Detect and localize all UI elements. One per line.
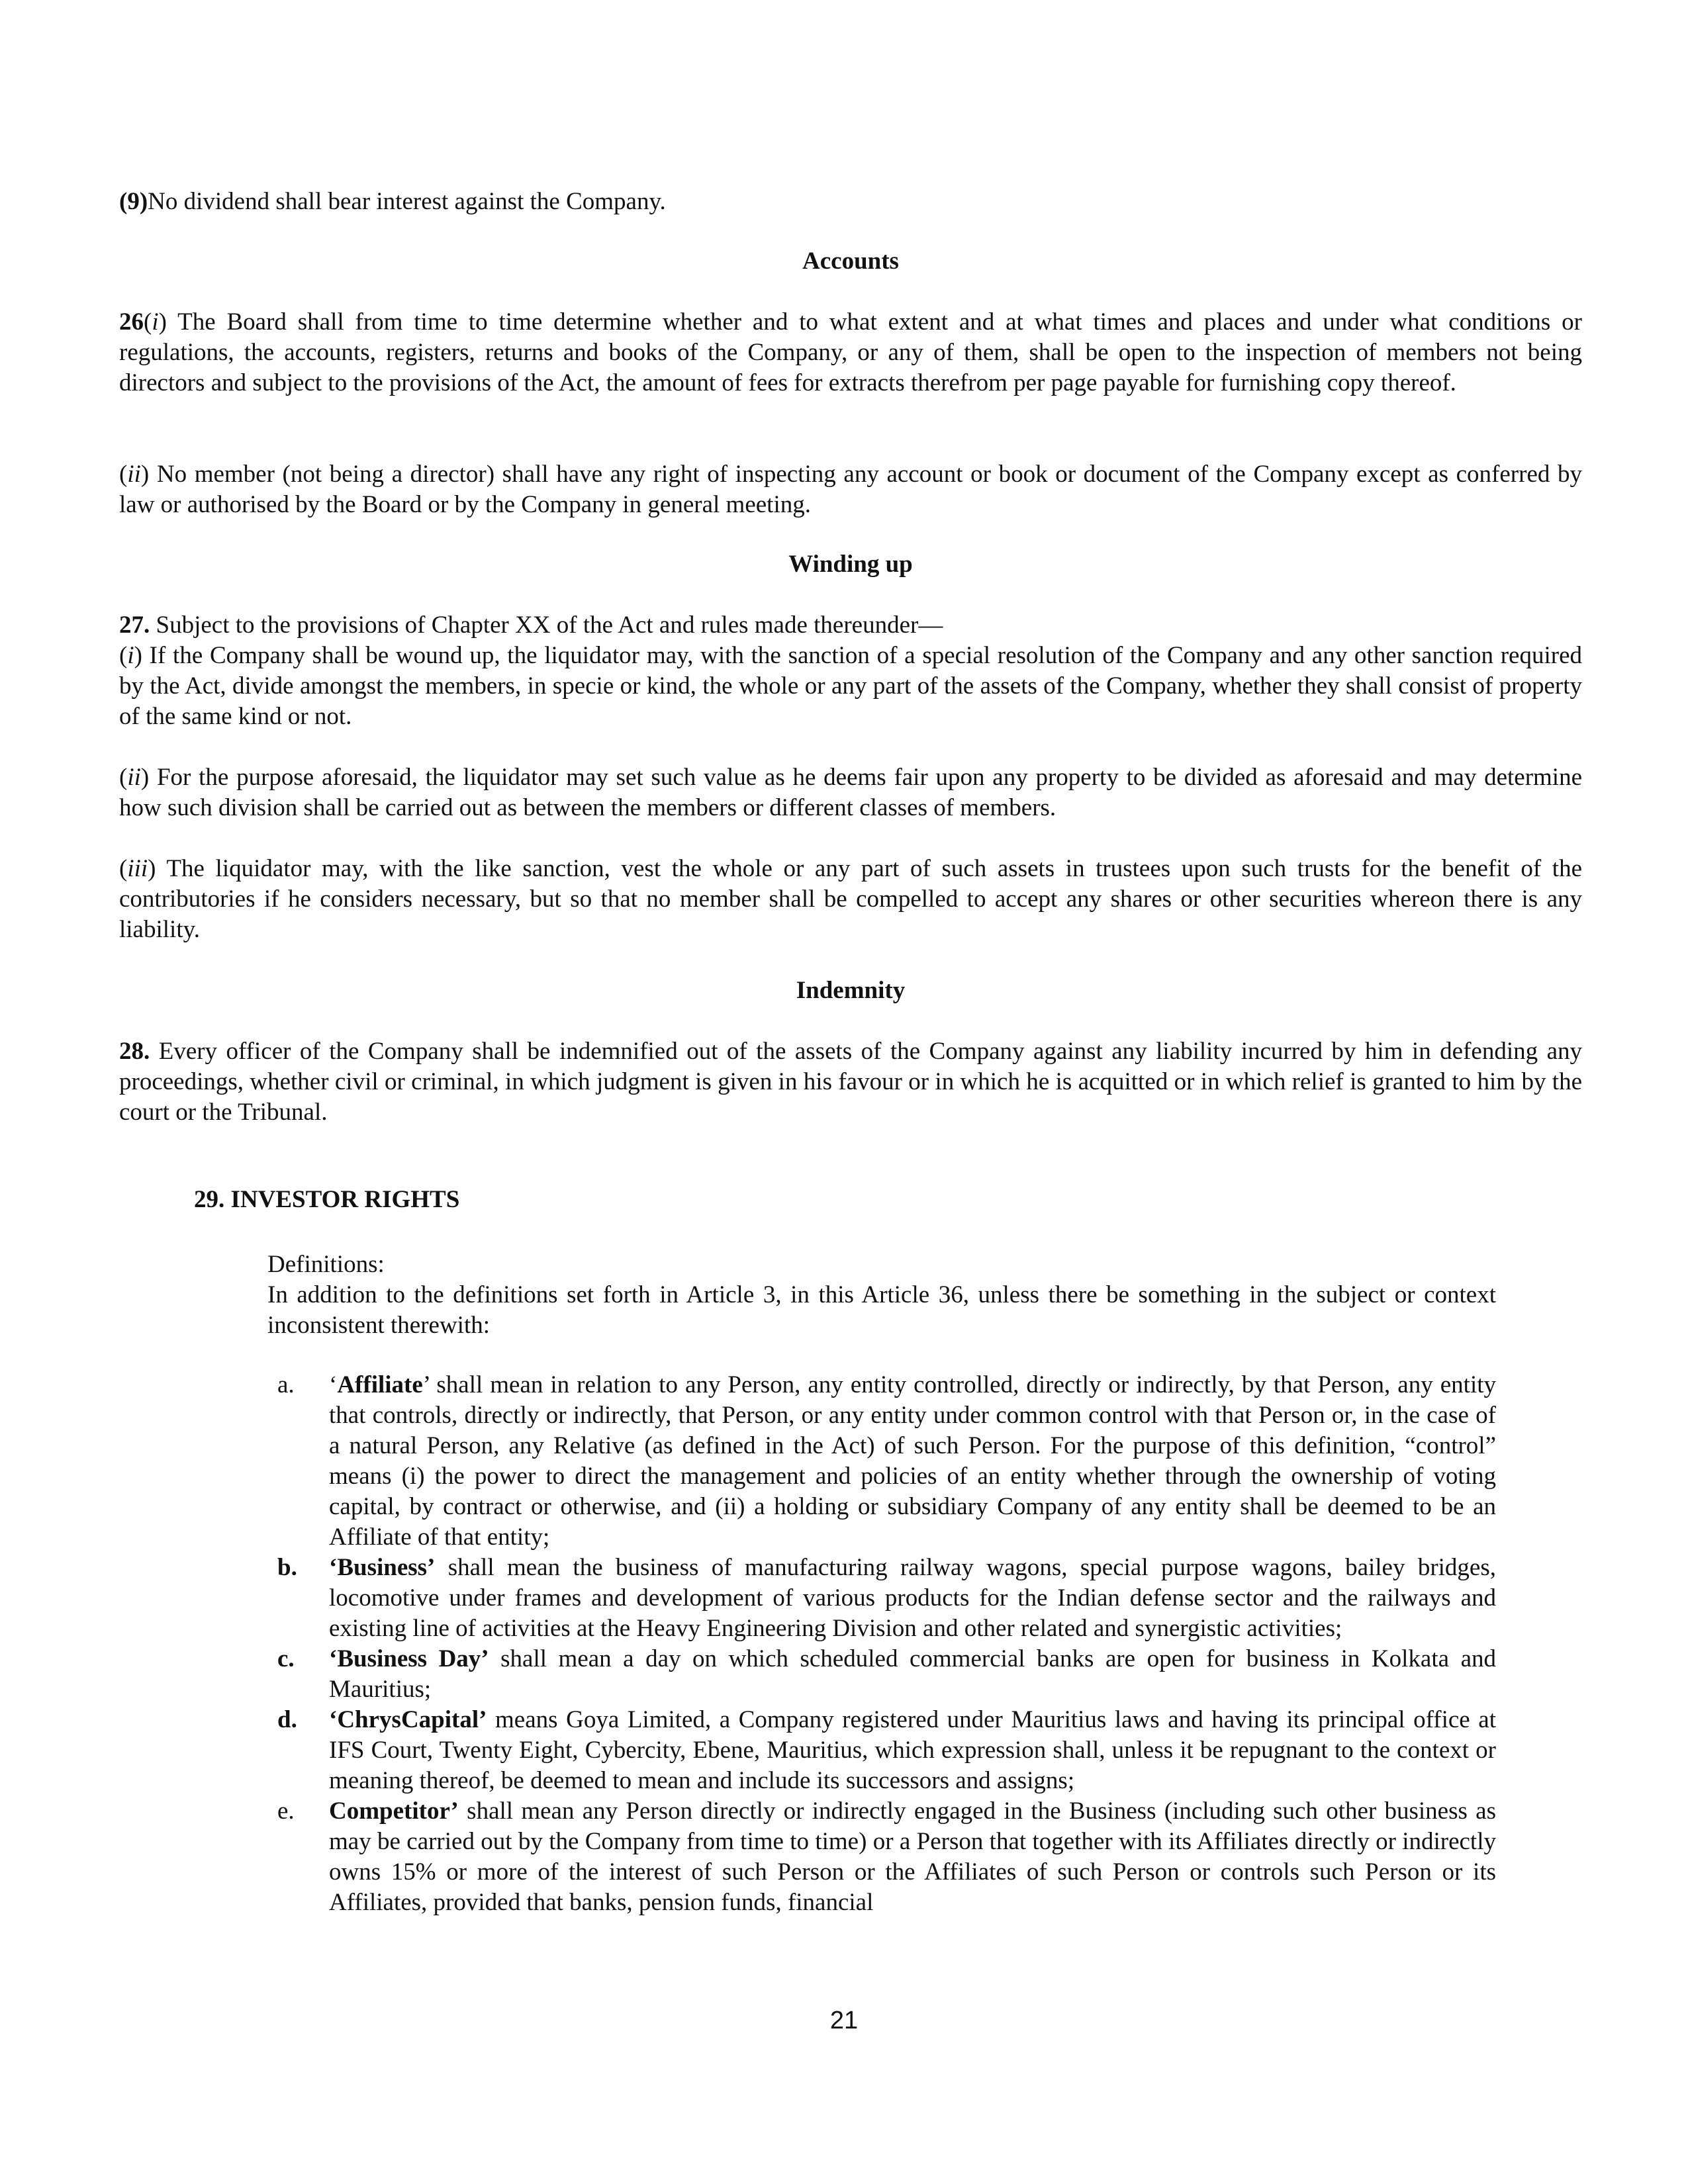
definition-item-business-day xyxy=(277,1644,1496,1705)
definition-term: Competitor’ xyxy=(329,1797,459,1825)
definition-item-competitor xyxy=(277,1796,1496,1918)
definition-term: ‘Business’ xyxy=(329,1554,436,1581)
definition-text: shall mean a day on which scheduled commercial banks are open for business in Kolkata and Mauritius; xyxy=(329,1645,1496,1703)
paragraph-intro: Subject to the provisions of Chapter XX of the Act and rules made thereunder— xyxy=(150,612,943,639)
paragraph-number: 28. xyxy=(119,1038,150,1065)
paragraph-text: The Board shall from time to time determine whether and to what extent and at what times and places and under what conditions or regulations, the accounts, registers, returns and books of the Company, or any of them, shall be open to the inspection of members not being directors and subject to the provisions of the Act, the amount of fees for extracts therefrom per page payable for furnishing copy thereof. xyxy=(119,308,1582,396)
definition-letter: a. xyxy=(277,1371,295,1398)
paragraph-text: For the purpose aforesaid, the liquidator may set such value as he deems fair upon any property to be divided as aforesaid and may determine how such division shall be carried out as between the members or different classes of members. xyxy=(119,764,1582,821)
quote-open: ‘ xyxy=(329,1371,338,1398)
definition-item-chryscapital xyxy=(277,1705,1496,1796)
definition-term: ‘Business Day’ xyxy=(329,1645,489,1672)
heading-accounts: Accounts xyxy=(802,248,899,275)
definition-term: ‘ChrysCapital’ xyxy=(329,1706,487,1733)
heading-indemnity: Indemnity xyxy=(796,977,906,1004)
paragraph-text: Every officer of the Company shall be indemnified out of the assets of the Company against any liability incurred by him in defending any proceedings, whether civil or criminal, in which judgment is given in his favour or in which he is acquitted or in which relief is granted to him by the court or the Tribunal. xyxy=(119,1038,1582,1126)
definitions-list xyxy=(277,1370,1496,1918)
definition-item-affiliate xyxy=(277,1370,1496,1553)
clause-label: i xyxy=(127,642,134,669)
paragraph-27-ii: (ii) For the purpose aforesaid, the liquidator may set such value as he deems fair upon any property to be divided as aforesaid and may determine how such division shall be carried out as between the members or different classes of members. xyxy=(119,764,1582,821)
page-number: 21 xyxy=(829,2007,859,2034)
definition-term: Affiliate xyxy=(337,1371,423,1398)
section-29-title: 29. INVESTOR RIGHTS xyxy=(194,1186,460,1213)
definition-letter: b. xyxy=(277,1554,297,1581)
clause-label: ii xyxy=(127,461,141,488)
paragraph-27 xyxy=(119,610,1582,641)
paragraph-26-ii: (ii) No member (not being a director) shall have any right of inspecting any account or book or document of the Company except as conferred by law or authorised by the Board or by the Company in general meeting. xyxy=(119,461,1582,518)
heading-winding-up: Winding up xyxy=(788,551,913,578)
definition-text: means Goya Limited, a Company registered under Mauritius laws and having its principal office at IFS Court, Twenty Eight, Cybercity, Ebene, Mauritius, which expression shall, unless it be repugnant to the context or meaning thereof, be deemed to mean and include its successors and assigns; xyxy=(329,1706,1496,1794)
paragraph-text: The liquidator may, with the like sanction, vest the whole or any part of such assets in trustees upon such trusts for the benefit of the contributories if he considers necessary, but so that no member shall be compelled to accept any shares or other securities whereon there is any liability. xyxy=(119,855,1582,943)
definition-letter: e. xyxy=(277,1797,295,1825)
paragraph-text: If the Company shall be wound up, the liquidator may, with the sanction of a special resolution of the Company and any other sanction required by the Act, divide amongst the members, in specie or kind, the whole or any part of the assets of the Company, whether they shall consist of property of the same kind or not. xyxy=(119,642,1582,730)
quote-close: ’ xyxy=(422,1371,430,1398)
paragraph-number: 27. xyxy=(119,612,150,639)
paragraph-27-i: (i) If the Company shall be wound up, the liquidator may, with the sanction of a special resolution of the Company and any other sanction required by the Act, divide amongst the members, in specie or kind, the whole or any part of the assets of the Company, whether they shall consist of property of the same kind or not. xyxy=(119,642,1582,730)
clause-label: i xyxy=(152,308,159,336)
clause-label: iii xyxy=(127,855,148,882)
definition-item-business xyxy=(277,1553,1496,1644)
paragraph-27-iii: (iii) The liquidator may, with the like sanction, vest the whole or any part of such assets in trustees upon such trusts for the benefit of the contributories if he considers necessary, but so that no member shall be compelled to accept any shares or other securities whereon there is any liability. xyxy=(119,855,1582,943)
definition-letter: c. xyxy=(277,1645,295,1672)
definitions-intro: In addition to the definitions set forth in Article 3, in this Article 36, unless there be something in the subject or context inconsistent therewith: xyxy=(267,1281,1496,1339)
definitions-label: Definitions: xyxy=(267,1251,385,1278)
definition-letter: d. xyxy=(277,1706,297,1733)
paragraph-28 xyxy=(119,1036,1582,1128)
clause-label: ii xyxy=(127,764,141,791)
paragraph-text: No dividend shall bear interest against the Company. xyxy=(148,188,666,215)
definition-text: shall mean in relation to any Person, any entity controlled, directly or indirectly, by that Person, any entity that controls, directly or indirectly, that Person, or any entity under common control with that Person or, in the case of a natural Person, any Relative (as defined in the Act) of such Person. For the purpose of this definition, “control” means (i) the power to direct the management and policies of an entity whether through the ownership of voting capital, by contract or otherwise, and (ii) a holding or subsidiary Company of any entity shall be deemed to be an Affiliate of that entity; xyxy=(329,1371,1496,1551)
definition-text: shall mean any Person directly or indirectly engaged in the Business (including such other business as may be carried out by the Company from time to time) or a Person that together with its Affiliates directly or indirectly owns 15% or more of the interest of such Person or the Affiliates of such Person or controls such Person or its Affiliates, provided that banks, pension funds, financial xyxy=(329,1797,1496,1916)
paragraph-number: 26 xyxy=(119,308,144,336)
paragraph-9 xyxy=(119,187,1582,217)
definition-text: shall mean the business of manufacturing railway wagons, special purpose wagons, bailey bridges, locomotive under frames and development of various products for the Indian defense sector and the railways and existing line of activities at the Heavy Engineering Division and other related and synergistic activities; xyxy=(329,1554,1496,1642)
paragraph-26-i: 26(i) The Board shall from time to time determine whether and to what extent and at what times and places and under what conditions or regulations, the accounts, registers, returns and books of the Company, or any of them, shall be open to the inspection of members not being directors and subject to the provisions of the Act, the amount of fees for extracts therefrom per page payable for furnishing copy thereof. xyxy=(119,308,1582,396)
paragraph-text: No member (not being a director) shall have any right of inspecting any account or book or document of the Company except as conferred by law or authorised by the Board or by the Company in general meeting. xyxy=(119,461,1582,518)
paragraph-number: (9) xyxy=(119,188,148,215)
